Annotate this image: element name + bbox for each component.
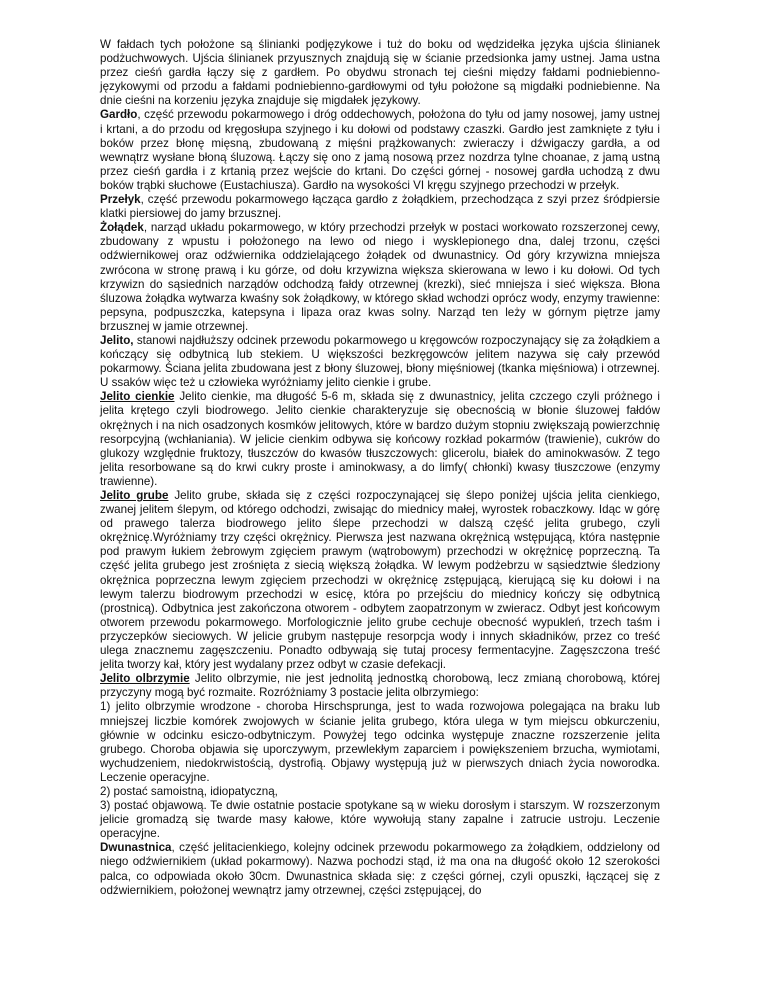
list-item-1 (100, 700, 660, 785)
term-zoladek: Żołądek (100, 221, 144, 235)
term-gardlo: Gardło (100, 108, 138, 122)
paragraph-zoladek (100, 221, 660, 334)
paragraph-text: stanowi najdłuższy odcinek przewodu pokarmowego u kręgowców rozpoczynający się za żołądkiem a kończący się odbytnicą lub stekiem. U większości bezkręgowców jelitem nazywa się cały przewód pokarmowy. Ściana jelita zbudowana jest z błony śluzowej, błony mięśniowej (tkanka mięśniowa) i otrzewnej. U ssaków więc też u człowieka wyróżniamy jelito cienkie i grube. (100, 333, 660, 390)
paragraph-dwunastnica (100, 841, 660, 897)
paragraph-text: Jelito cienkie, ma długość 5-6 m, składa się z dwunastnicy, jelita czczego czyli próżnego i jelita krętego czyli biodrowego. Jelito cienkie charakteryzuje się obecnością w błonie śluzowej fałdów okrężnych i na nich osadzonych kosmków jelitowych, które w bardzo dużym stopniu zwiększają powierzchnię resorpcyjną (wchłaniania). W jelicie cienkim odbywa się końcowy rozkład pokarmów (trawienie), cukrów do glukozy względnie fruktozy, tłuszczów do kwasów tłuszczowych: glicerolu, białek do aminokwasów. Z tego jelita resorbowane są do krwi cukry proste i aminokwasy, a do limfy( chłonki) kwasy tłuszczowe (enzymy trawienne). (100, 390, 660, 488)
paragraph-przelyk (100, 193, 660, 221)
paragraph-slinianki (100, 38, 660, 108)
paragraph-jelito (100, 334, 660, 390)
paragraph-jelito-olbrzymie (100, 672, 660, 700)
paragraph-text: Jelito olbrzymie, nie jest jednolitą jednostką chorobową, lecz zmianą chorobową, której przyczyny mogą być rozmaite. Rozróżniamy 3 postacie jelita olbrzymiego: (100, 672, 660, 700)
paragraph-text: 1) jelito olbrzymie wrodzone - choroba Hirschsprunga, jest to wada rozwojowa polegająca na braku lub mniejszej liczbie komórek zwojowych w ścianie jelita grubego, która ulega w tym miejscu obkurczeniu, głównie w odcinku esiczo-odbytniczym. Powyżej tego odcinka występuje znaczne rozszerzenie jelita grubego. Choroba objawia się uporczywym, przewlekłym zaparciem i powiększeniem brzucha, wymiotami, wychudzeniem, niedokrwistością, dystrofią. Objawy występują już w pierwszych dniach życia noworodka. Leczenie operacyjne. (100, 700, 660, 784)
term-jelito-grube: Jelito grube (100, 489, 169, 502)
paragraph-gardlo (100, 108, 660, 193)
term-jelito-olbrzymie: Jelito olbrzymie (100, 672, 190, 686)
paragraph-text: W fałdach tych położone są ślinianki podjęzykowe i tuż do boku od wędzidełka języka ujścia ślinianek podżuchwowych. Ujścia ślinianek przyusznych znajdują się w ścianie przedsionka jamy ustnej. Jama ustna przez cieśń gardła łączy się z gardłem. Po obydwu stronach tej cieśni między fałdami podniebienno-językowymi od przodu a fałdami podniebienno-gardłowymi od tyłu położone są migdałki podniebienne. Na dnie cieśni na korzeniu języka znajduje się migdałek językowy. (100, 38, 660, 108)
document-page (100, 38, 660, 898)
paragraph-jelito-grube (100, 489, 660, 672)
paragraph-text: 2) postać samoistną, idiopatyczną, (100, 784, 278, 798)
term-przelyk: Przełyk (100, 193, 141, 207)
list-item-3 (100, 799, 660, 841)
paragraph-text: , część przewodu pokarmowego i dróg oddechowych, położona do tyłu od jamy nosowej, jamy ustnej i krtani, a do przodu od kręgosłupa szyjnego i ku dołowi od podstawy czaszki. Gardło jest zamknięte z tyłu i boków przez błonę mięsną, zbudowaną z mięśni prążkowanych: zwieraczy i dźwigaczy gardła, a od wewnątrz wysłane błoną śluzową. Łączy się ono z jamą nosową przez nozdrza tylne choanae, z jamą ustną przez cieśń gardła i z krtanią przez wejście do krtani. Do części górnej - nosowej gardła uchodzą z dwu boków trąbki słuchowe (Eustachiusza). Gardło na wysokości VI kręgu szyjnego przechodzi w przełyk. (100, 108, 660, 192)
term-jelito-cienkie: Jelito cienkie (100, 390, 175, 404)
list-item-2 (100, 785, 660, 799)
paragraph-text: , część przewodu pokarmowego łącząca gardło z żołądkiem, przechodząca z szyi przez śródpiersie klatki piersiowej do jamy brzusznej. (100, 193, 660, 221)
paragraph-jelito-cienkie (100, 390, 660, 489)
paragraph-text: , narząd układu pokarmowego, w który przechodzi przełyk w postaci workowato rozszerzonej cewy, zbudowany z wpustu i położonego na lewo od niego i wysklepionego dna, dalej trzonu, części odźwiernikowej oraz odźwiernika oddzielającego żołądek od dwunastnicy. Od góry krzywizna mniejsza zwrócona w stronę prawą i ku górze, od dołu krzywizna większa skierowana w lewo i ku dołowi. Od tych krzywizn do sąsiednich narządów odchodzą fałdy otrzewnej (krezki), sieć mniejsza i sieć większa. Błona śluzowa żołądka wytwarza kwaśny sok żołądkowy, w którego skład wchodzi oprócz wody, enzymy trawienne: pepsyna, podpuszczka, katepsyna i lipaza oraz kwas solny. Narząd ten leży w górnym piętrze jamy brzusznej w jamie otrzewnej. (100, 221, 660, 333)
term-dwunastnica: Dwunastnica (100, 841, 172, 855)
paragraph-text: , część jelitacienkiego, kolejny odcinek przewodu pokarmowego za żołądkiem, oddzielony od niego odźwiernikiem (układ pokarmowy). Nazwa pochodzi stąd, iż ma ona na długość około 12 szerokości palca, co odpowiada około 30cm. Dwunastnica składa się: z części górnej, czyli opuszki, łączącej się z odźwiernikiem, położonej wewnątrz jamy otrzewnej, części zstępującej, do (100, 841, 660, 897)
term-jelito: Jelito, (100, 333, 134, 347)
paragraph-text: Jelito grube, składa się z części rozpoczynającej się ślepo poniżej ujścia jelita cienkiego, zwanej jelitem ślepym, od którego odchodzi, zwisając do miednicy małej, wyrostek robaczkowy. Idąc w górę od prawego talerza biodrowego jelito ślepe przechodzi w dalszą część jelita grubego, czyli okrężnicę.Wyróżniamy trzy części okrężnicy. Pierwsza jest nazwana okrężnicą wstępującą, która następnie pod prawym łukiem żebrowym zgięciem prawym (wątrobowym) przechodzi w okrężnicę poprzeczną. Ta część jelita grubego jest zrośnięta z siecią większą żołądka. W lewym podżebrzu w sąsiedztwie śledziony okrężnica poprzeczna lewym zgięciem przechodzi w okrężnicę zstępującą, kierującą się ku dołowi i na lewym talerzu biodrowym przechodzi w esicę, która po przejściu do miednicy kończy się odbytnicą (prostnicą). Odbytnica jest zakończona otworem - odbytem zaopatrzonym w zwieracz. Odbyt jest końcowym otworem przewodu pokarmowego. Morfologicznie jelito grube cechuje obecność wypukleń, trzech taśm i przyczepków sieciowych. W jelicie grubym następuje resorpcja wody i innych składników, przez co treść ulega znacznemu zagęszczeniu. Ponadto odbywają się tutaj procesy fermentacyjne. Zagęszczona treść jelita tworzy kał, który jest wydalany przez odbyt w czasie defekacji. (100, 489, 660, 672)
paragraph-text: 3) postać objawową. Te dwie ostatnie postacie spotykane są w wieku dorosłym i starszym. W rozszerzonym jelicie gromadzą się twarde masy kałowe, które wywołują stany zapalne i zatrucie ustroju. Leczenie operacyjne. (100, 799, 660, 841)
